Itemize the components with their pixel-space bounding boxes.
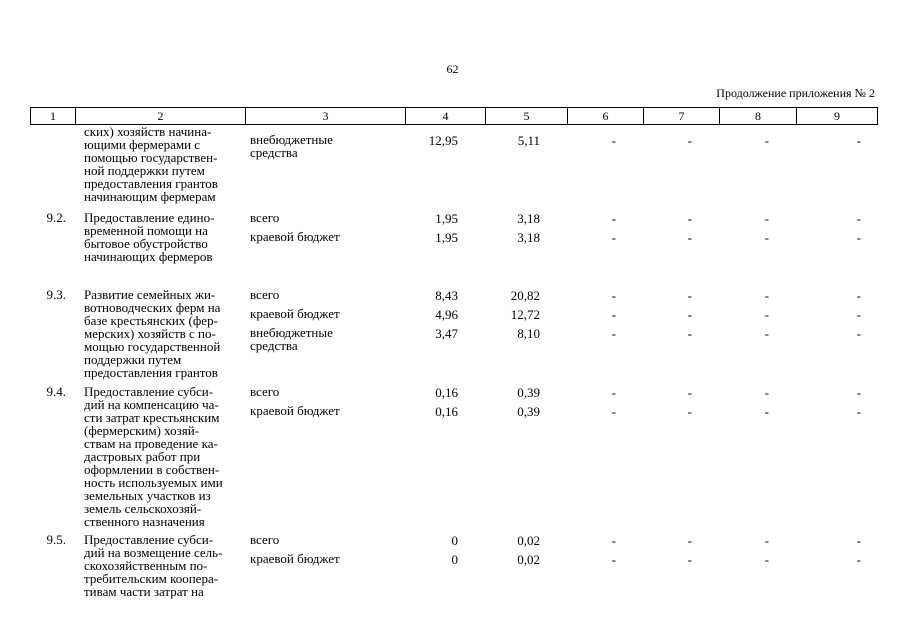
table-row (30, 125, 877, 205)
value-col-6: - (611, 326, 616, 341)
column-header-3: 3 (246, 108, 406, 125)
value-col-8: - (764, 211, 769, 226)
value-col-5: 0,39 (517, 385, 540, 400)
value-col-8: - (764, 533, 769, 548)
funding-source: внебюджетные средства (250, 325, 333, 353)
value-col-5: 3,18 (517, 211, 540, 226)
row-number: 9.5. (46, 532, 66, 547)
row-number: 9.2. (46, 210, 66, 225)
value-col-9: - (856, 307, 861, 322)
table-row (30, 288, 877, 383)
value-col-9: - (856, 404, 861, 419)
continuation-label: Продолжение приложения № 2 (716, 86, 875, 100)
row-description: Развитие семейных жи- вотноводческих ферм на базе крестьянских (фер- мерских) хозяйств с по- мощью государственной поддержки путем предоставления грантов (84, 287, 221, 380)
value-col-8: - (764, 230, 769, 245)
value-col-7: - (687, 307, 692, 322)
value-col-5: 3,18 (517, 230, 540, 245)
funding-line (30, 307, 877, 325)
table-row (30, 211, 877, 291)
value-col-8: - (764, 326, 769, 341)
row-description: Предоставление субси- дий на компенсацию ча- сти затрат крестьянским (фермерским) хозяй- ствам на проведение ка- дастровых работ при оформлении в собствен- ность используемых ими земельных участков из земель сельскохозяй- ственного назначения (84, 384, 223, 529)
value-col-5: 0,39 (517, 404, 540, 419)
value-col-8: - (764, 404, 769, 419)
value-col-7: - (687, 385, 692, 400)
funding-source: внебюджетные средства (250, 132, 333, 160)
row-description: ских) хозяйств начина- ющими фермерами с помощью государствен- ной поддержки путем предоставления грантов начинающим фермерам (84, 124, 218, 204)
funding-source: краевой бюджет (250, 551, 340, 566)
value-col-9: - (856, 288, 861, 303)
funding-source: краевой бюджет (250, 306, 340, 321)
funding-line (30, 230, 877, 248)
value-col-5: 8,10 (517, 326, 540, 341)
value-col-9: - (856, 211, 861, 226)
column-header-6: 6 (568, 108, 644, 125)
value-col-9: - (856, 385, 861, 400)
funding-line (30, 132, 877, 160)
row-number: 9.3. (46, 287, 66, 302)
value-col-8: - (764, 307, 769, 322)
value-col-6: - (611, 288, 616, 303)
column-header-9: 9 (797, 108, 878, 125)
value-col-7: - (687, 326, 692, 341)
value-col-5: 0,02 (517, 533, 540, 548)
value-col-4: 0,16 (435, 404, 458, 419)
value-col-7: - (687, 133, 692, 148)
value-col-4: 3,47 (435, 326, 458, 341)
funding-line (30, 552, 877, 570)
value-col-4: 0 (451, 552, 458, 567)
funding-line (30, 385, 877, 403)
value-col-8: - (764, 385, 769, 400)
value-col-6: - (611, 307, 616, 322)
table-row (30, 533, 877, 603)
row-description: Предоставление едино- временной помощи на бытовое обустройство начинающих фермеров (84, 210, 215, 264)
value-col-4: 4,96 (435, 307, 458, 322)
value-col-7: - (687, 211, 692, 226)
value-col-7: - (687, 552, 692, 567)
value-col-8: - (764, 133, 769, 148)
column-header-1: 1 (31, 108, 76, 125)
value-col-6: - (611, 533, 616, 548)
value-col-6: - (611, 211, 616, 226)
value-col-4: 1,95 (435, 211, 458, 226)
value-col-5: 5,11 (517, 133, 540, 148)
funding-source: краевой бюджет (250, 403, 340, 418)
row-number: 9.4. (46, 384, 66, 399)
value-col-8: - (764, 552, 769, 567)
value-col-7: - (687, 230, 692, 245)
value-col-9: - (856, 326, 861, 341)
page-number: 62 (446, 62, 459, 76)
funding-source: всего (250, 287, 280, 302)
funding-source: всего (250, 532, 280, 547)
column-header-table (30, 107, 878, 125)
value-col-4: 0,16 (435, 385, 458, 400)
value-col-8: - (764, 288, 769, 303)
value-col-7: - (687, 404, 692, 419)
funding-line (30, 404, 877, 422)
column-header-5: 5 (486, 108, 568, 125)
value-col-4: 0 (451, 533, 458, 548)
funding-line (30, 288, 877, 306)
value-col-6: - (611, 552, 616, 567)
value-col-7: - (687, 288, 692, 303)
value-col-6: - (611, 133, 616, 148)
value-col-9: - (856, 133, 861, 148)
column-header-8: 8 (720, 108, 797, 125)
value-col-4: 1,95 (435, 230, 458, 245)
value-col-9: - (856, 552, 861, 567)
value-col-5: 12,72 (510, 307, 540, 322)
value-col-5: 20,82 (510, 288, 540, 303)
value-col-9: - (856, 230, 861, 245)
value-col-4: 12,95 (428, 133, 458, 148)
value-col-5: 0,02 (517, 552, 540, 567)
row-description: Предоставление субси- дий на возмещение сель- скохозяйственным по- требительским коопера- тивам части затрат на (84, 532, 223, 599)
value-col-4: 8,43 (435, 288, 458, 303)
value-col-6: - (611, 230, 616, 245)
column-header-7: 7 (644, 108, 720, 125)
value-col-6: - (611, 404, 616, 419)
column-header-4: 4 (406, 108, 486, 125)
funding-line (30, 533, 877, 551)
column-header-2: 2 (76, 108, 246, 125)
value-col-7: - (687, 533, 692, 548)
funding-line (30, 211, 877, 229)
funding-source: всего (250, 384, 280, 399)
table-row (30, 385, 877, 530)
funding-line (30, 325, 877, 353)
funding-source: краевой бюджет (250, 229, 340, 244)
column-number-row (31, 108, 878, 125)
funding-source: всего (250, 210, 280, 225)
value-col-6: - (611, 385, 616, 400)
value-col-9: - (856, 533, 861, 548)
